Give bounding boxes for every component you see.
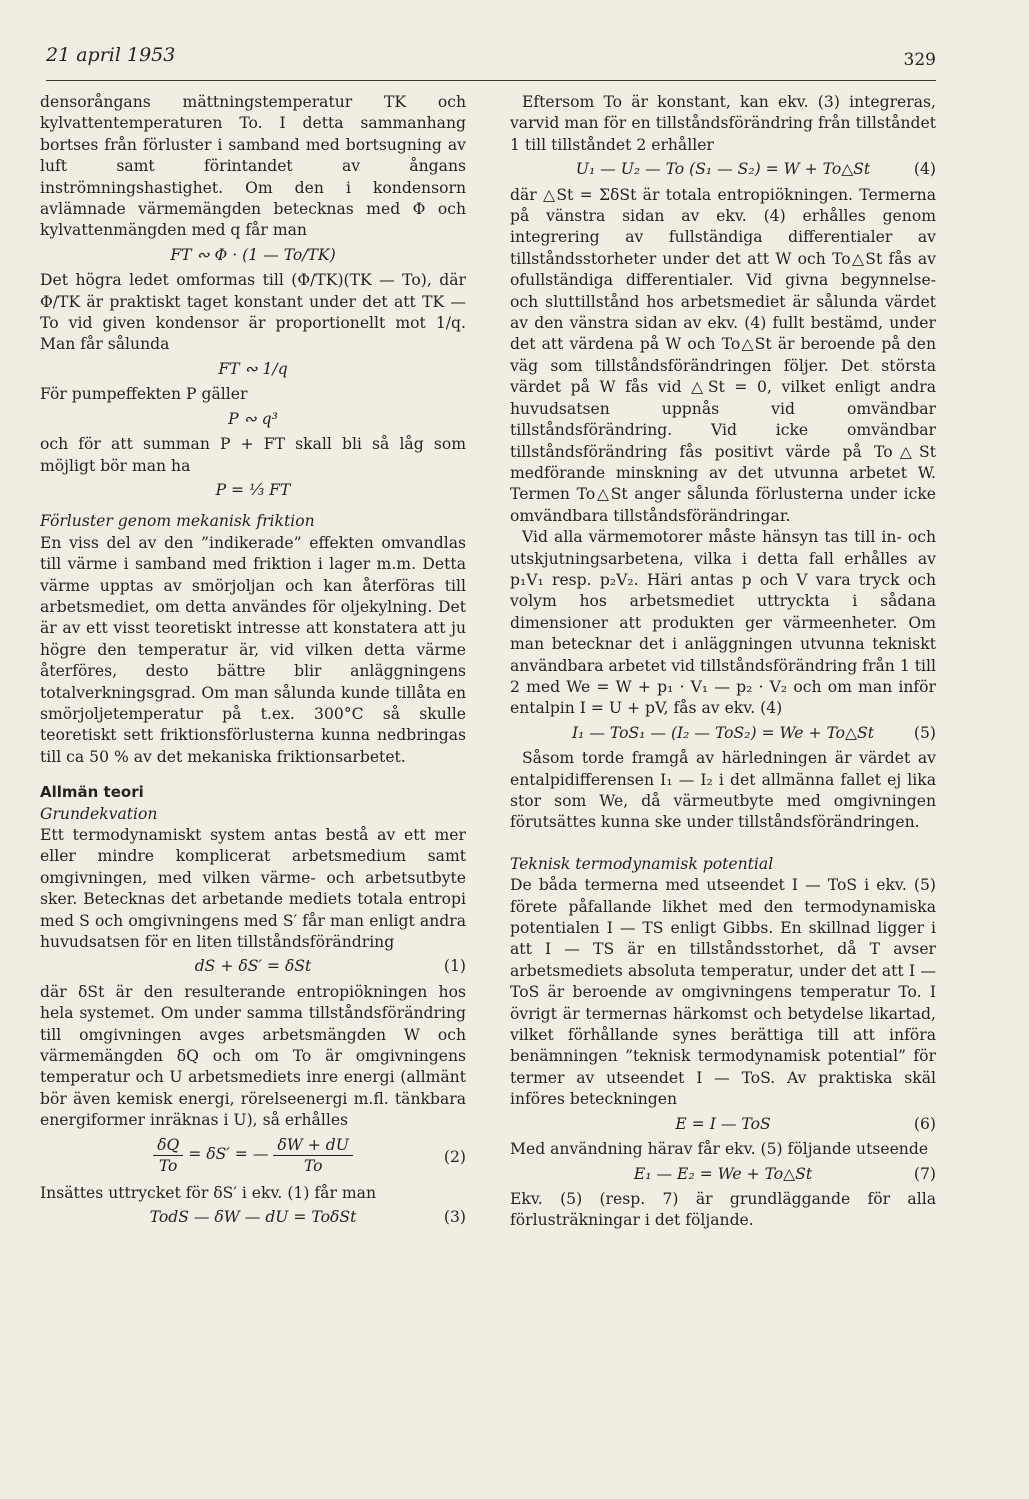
paragraph: För pumpeffekten P gäller <box>40 385 248 404</box>
section-heading: Teknisk termodynamisk potential <box>510 854 774 873</box>
paragraph: Såsom torde framgå av härledningen är värdet av entalpidifferensen I₁ — I₂ i det allmänna fallet ej lika stor som We, då värmeutbyte med omgivningen förutsättes kunna ske under tillståndsförändringen. <box>510 749 936 832</box>
paragraph: Ekv. (5) (resp. 7) är grundläggande för alla förlusträkningar i det följande. <box>510 1189 936 1230</box>
equation-1: dS + δS′ = δSt (1) <box>40 956 466 977</box>
section-heading: Förluster genom mekanisk friktion <box>40 512 315 531</box>
section-heading: Allmän teori <box>40 783 144 802</box>
equation-number: (2) <box>443 1147 466 1166</box>
fraction: $\frac{\delta Q}{To}$ <box>153 1135 183 1176</box>
paragraph: De båda termerna med utseendet I — ToS i ekv. (5) förete påfallande likhet med den termodynamiska potentialen I — TS enligt Gibbs. En skillnad ligger i att I — TS är en tillståndsstorhet, då T avser arbetsmediets absoluta temperatur, under det att I — ToS är beroende av omgivningens temperatur To. I övrigt är termernas härkomst och betydelse likartad, vilket förhållande synes berättiga till att införa benämningen ”teknisk termodynamisk potential” för termer av utseendet I — ToS. Av praktiska skäl införes beteckningen <box>510 876 936 1109</box>
header-date: 21 april 1953 <box>46 44 176 66</box>
fraction: $\frac{\delta W + dU}{To}$ <box>273 1135 353 1176</box>
equation-3: TodS — δW — dU = ToδSt (3) <box>40 1207 466 1228</box>
equation: FT ∾ Φ · (1 — To/TK) <box>170 245 336 264</box>
paragraph: Ett termodynamiskt system antas bestå av ett mer eller mindre komplicerat arbetsmedium samt omgivningen, med vilken värme- och arbetsutbyte sker. Betecknas det arbetande mediets totala entropi med S och omgivningens med S′ får man enligt andra huvudsatsen för en liten tillståndsförändring <box>40 826 466 952</box>
paragraph: Med användning härav får ekv. (5) följande utseende <box>510 1140 929 1159</box>
equation-6: E = I — ToS (6) <box>510 1114 936 1135</box>
paragraph: och för att summan P + FT skall bli så låg som möjligt bör man ha <box>40 435 466 475</box>
paragraph: Insättes uttrycket för δS′ i ekv. (1) får man <box>40 1183 376 1202</box>
page-header <box>46 40 936 81</box>
equation-number: (1) <box>443 957 466 976</box>
equation-2: $\frac{\delta Q}{To}$ = δS′ = — $\frac{\delta W + dU}{To}$ (2) <box>40 1135 466 1179</box>
paragraph: En viss del av den ”indikerade” effekten omvandlas till värme i samband med friktion i lager m.m. Detta värme upptas av smörjoljan och kan återföras till arbetsmediet, om detta användes för oljekylning. Det är av ett visst teoretiskt intresse att konstatera att ju högre den temperatur är, vid vilken detta värme återföres, desto bättre blir anläggningens totalverkningsgrad. Om man sålunda kunde tillåta en smörjoljetemperatur på t.ex. 300°C så skulle teoretiskt sett friktionsförlusterna kunna nedbringas till ca 50 % av det mekaniska friktionsarbetet. <box>40 533 466 766</box>
equation-4: U₁ — U₂ — To (S₁ — S₂) = W + To△St (4) <box>510 159 936 180</box>
equation: P ∾ q³ <box>228 409 278 428</box>
equation-number: (5) <box>913 723 936 742</box>
equation-number: (7) <box>913 1164 936 1183</box>
equation: FT ∾ 1/q <box>218 359 288 378</box>
paragraph: där △St = ΣδSt är totala entropiökningen. Termerna på vänstra sidan av ekv. (4) erhålles genom integrering av fullständiga differentialer av tillståndsstorheter under det att W och To△St fås av ofullständiga differentialer. Vid givna begynnelse- och sluttillstånd hos arbetsmediet är sålunda värdet av den vänstra sidan av ekv. (4) fullt bestämd, under det att värdena på W och To△St är beroende på den väg som tillståndsförändringen följer. Det största värdet på W fås vid △St = 0, vilket enligt andra huvudsatsen uppnås vid omvändbar tillståndsförändring. Vid icke omvändbar tillståndsförändring fås positivt värde på To△St medförande minskning av det utvunna arbetet W. Termen To△St anger sålunda förlusterna under icke omvändbara tillståndsförändringar. <box>510 185 936 525</box>
right-column <box>510 92 936 1232</box>
paragraph: Vid alla värmemotorer måste hänsyn tas till in- och utskjutningsarbetena, vilka i detta fall erhålles av p₁V₁ resp. p₂V₂. Häri antas p och V vara tryck och volym hos arbetsmediet uttryckta i sådana dimensioner att produkten ger värmeenheter. Om man betecknar det i anläggningen utvunna tekniskt användbara arbetet vid tillståndsförändring från 1 till 2 med We = W + p₁ · V₁ — p₂ · V₂ och om man inför entalpin I = U + pV, fås av ekv. (4) <box>510 528 936 718</box>
equation-5: I₁ — ToS₁ — (I₂ — ToS₂) = We + To△St (5) <box>510 723 936 744</box>
page-number: 329 <box>903 50 936 70</box>
paragraph: Eftersom To är konstant, kan ekv. (3) integreras, varvid man för en tillståndsförändring från tillståndet 1 till tillståndet 2 erhåller <box>510 93 936 154</box>
paragraph: där δSt är den resulterande entropiökningen hos hela systemet. Om under samma tillståndsförändring till omgivningen avges arbetsmängden W och värmemängden δQ och om To är omgivningens temperatur och U arbetsmediets inre energi (allmänt bör även kemisk energi, rörelseenergi m.fl. tänkbara energiformer inräknas i U), så erhålles <box>40 982 466 1130</box>
equation-number: (3) <box>443 1208 466 1227</box>
subsection-heading: Grundekvation <box>40 804 158 823</box>
equation-number: (4) <box>913 160 936 179</box>
equation: P = ⅓ FT <box>215 480 291 499</box>
paragraph: Det högra ledet omformas till (Φ/TK)(TK — To), där Φ/TK är praktiskt taget konstant under det att TK — To vid given kondensor är proportionellt mot 1/q. Man får sålunda <box>40 271 466 354</box>
left-column <box>40 92 466 1233</box>
paragraph: densorångans mättningstemperatur TK och kylvattentemperaturen To. I detta sammanhang bortses från förluster i samband med bortsugning av luft samt förintandet av ångans inströmningshastighet. Om den i kondensorn avlämnade värmemängden betecknas med Φ och kylvattenmängden med q får man <box>40 93 466 240</box>
equation-number: (6) <box>913 1114 936 1133</box>
equation-7: E₁ — E₂ = We + To△St (7) <box>510 1164 936 1185</box>
